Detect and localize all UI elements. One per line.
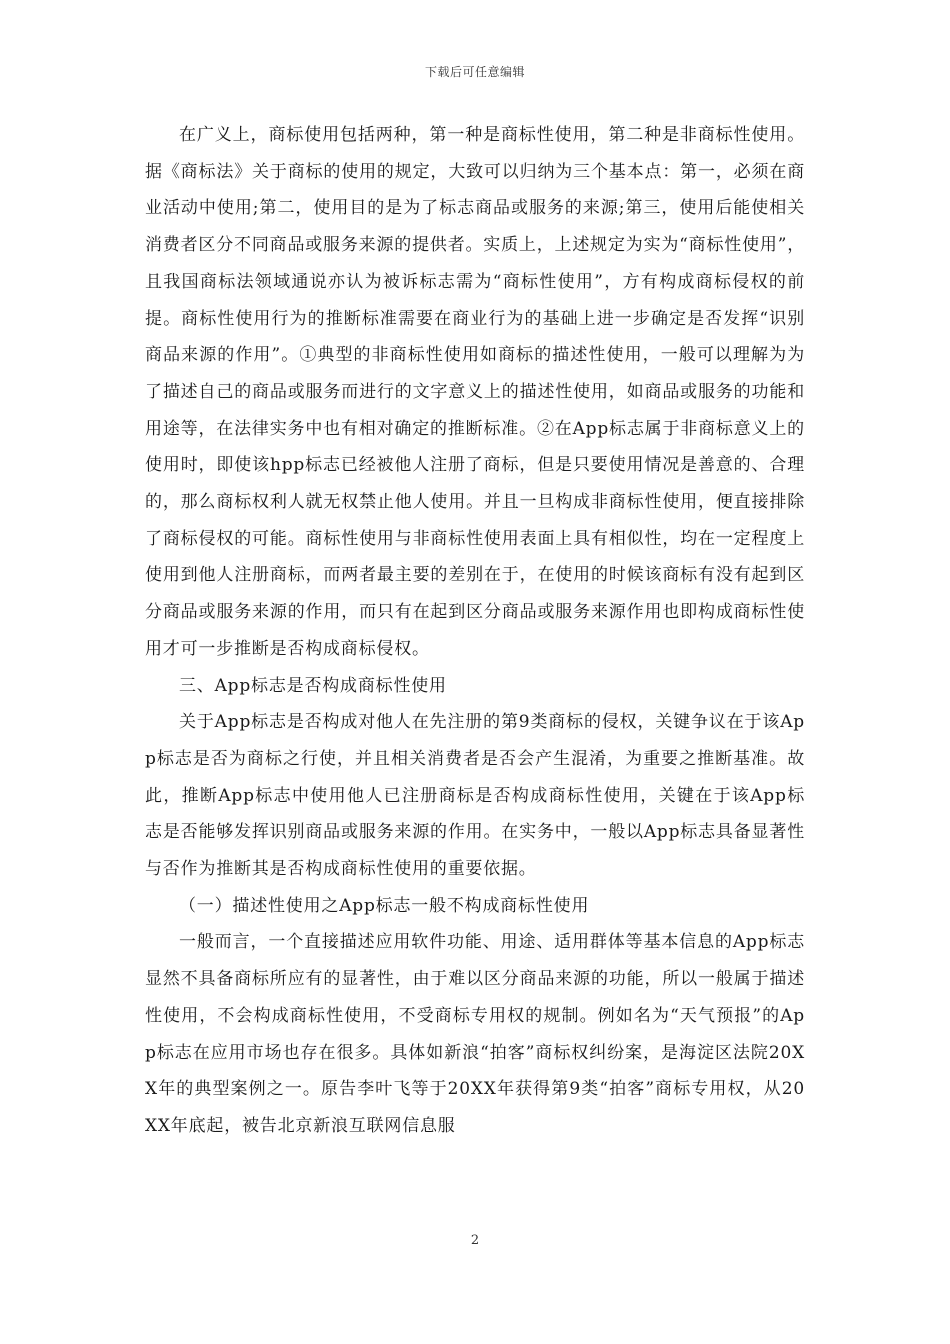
paragraph-descriptive-use: 一般而言，一个直接描述应用软件功能、用途、适用群体等基本信息的App标志显然不具备商标所应有的显著性，由于难以区分商品来源的功能，所以一般属于描述性使用，不会构成商标性使用，不受商标专用权的规制。例如名为“天气预报”的App标志在应用市场也存在很多。具体如新浪“拍客”商标权纠纷案，是海淀区法院20XX年的典型案例之一。原告李叶飞等于20XX年获得第9类“拍客”商标专用权，从20XX年底起，被告北京新浪互联网信息服 [145,932,805,1136]
section-heading-three: 三、App标志是否构成商标性使用 [179,675,447,696]
subsection-heading-one: （一）描述性使用之App标志一般不构成商标性使用 [179,895,590,916]
paragraph-trademark-use-definition: 在广义上，商标使用包括两种，第一种是商标性使用，第二种是非商标性使用。据《商标法》关于商标的使用的规定，大致可以归纳为三个基本点：第一，必须在商业活动中使用;第二，使用目的是为了标志商品或服务的来源;第三，使用后能使相关消费者区分不同商品或服务来源的提供者。实质上，上述规定为实为“商标性使用”，且我国商标法领域通说亦认为被诉标志需为“商标性使用”，方有构成商标侵权的前提。商标性使用行为的推断标准需要在商业行为的基础上进一步确定是否发挥“识别商品来源的作用”。①典型的非商标性使用如商标的描述性使用，一般可以理解为为了描述自己的商品或服务而进行的文字意义上的描述性使用，如商品或服务的功能和用途等，在法律实务中也有相对确定的推断标准。②在App标志属于非商标意义上的使用时，即使该hpp标志已经被他人注册了商标，但是只要使用情况是善意的、合理的，那么商标权利人就无权禁止他人使用。并且一旦构成非商标性使用，便直接排除了商标侵权的可能。商标性使用与非商标性使用表面上具有相似性，均在一定程度上使用到他人注册商标，而两者最主要的差别在于，在使用的时候该商标有没有起到区分商品或服务来源的作用，而只有在起到区分商品或服务来源作用也即构成商标性使用才可一步推断是否构成商标侵权。 [145,125,805,659]
header-note: 下载后可任意编辑 [424,65,525,79]
page-number: 2 [470,1233,480,1248]
paragraph-app-logo-infringement: 关于App标志是否构成对他人在先注册的第9类商标的侵权，关键争议在于该App标志是否为商标之行使，并且相关消费者是否会产生混淆，为重要之推断基准。故此，推断App标志中使用他人已注册商标是否构成商标性使用，关键在于该App标志是否能够发挥识别商品或服务来源的作用。在实务中，一般以App标志具备显著性与否作为推断其是否构成商标性使用的重要依据。 [145,712,805,880]
document-body [145,117,805,1145]
